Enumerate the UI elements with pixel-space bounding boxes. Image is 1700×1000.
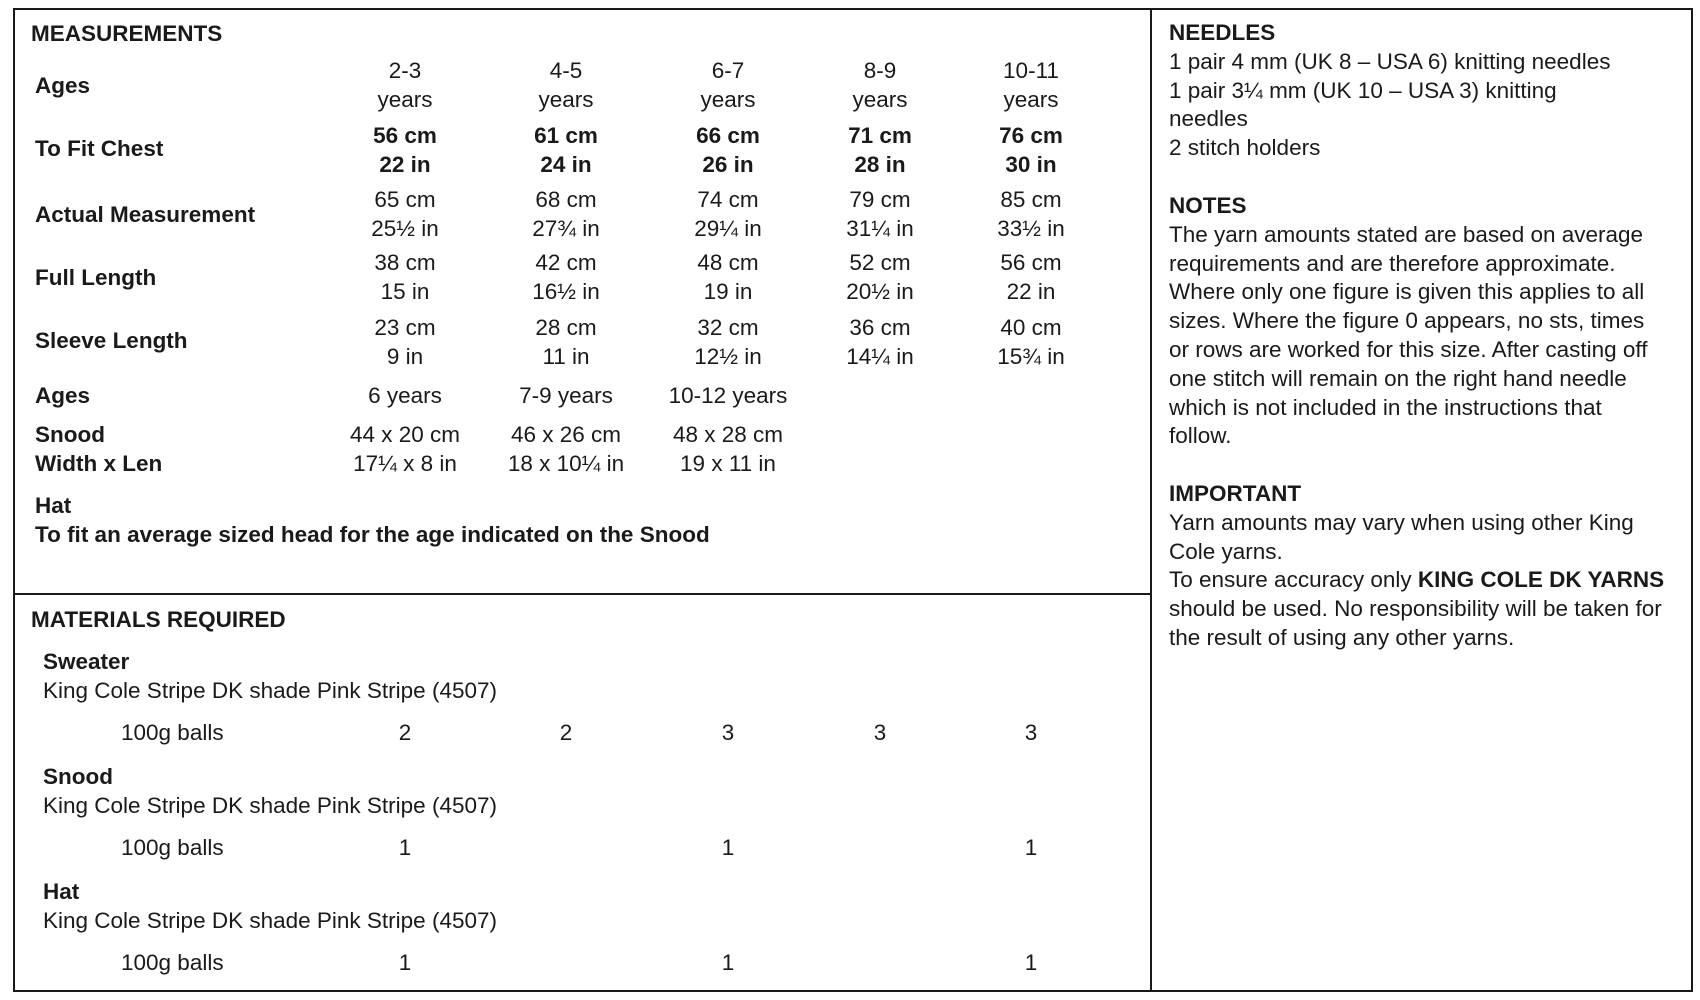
hat-label: Hat [35,493,72,518]
chest-value: 24 in [540,152,592,177]
actual-value: 79 cm [849,187,911,212]
age-value: 2-3 [388,58,422,83]
snood-ball-count: 1 [1024,835,1038,860]
important-section [1169,480,1679,653]
full-length-value: 15 in [380,279,430,304]
actual-value: 27¾ in [532,216,600,241]
chest-value: 30 in [1005,152,1057,177]
snood-age-value: 6 years [368,383,442,408]
sleeve-length-value: 28 cm [535,315,597,340]
hat-yarn: King Cole Stripe DK shade Pink Stripe (4507) [43,908,497,933]
sweater-ball-count: 3 [1024,720,1038,745]
sleeve-length-value: 15¾ in [997,344,1065,369]
column-divider [1150,8,1152,992]
snood-size-value: 48 x 28 cm [672,422,784,447]
snood-size-value: 18 x 10¼ in [507,451,625,476]
notes-section [1169,192,1679,451]
snood-yarn: King Cole Stripe DK shade Pink Stripe (4507) [43,793,497,818]
needles-line: 1 pair 4 mm (UK 8 – USA 6) knitting needles [1169,48,1611,74]
needles-heading: NEEDLES [1169,20,1276,45]
section-divider [13,593,1152,595]
age-value: years [700,87,756,112]
hat-fit-text: To fit an average sized head for the age indicated on the Snood [35,522,710,547]
snood-age-value: 10-12 years [668,383,788,408]
needles-section [1169,19,1679,163]
important-text-2-pre: To ensure accuracy only [1169,567,1418,593]
sleeve-length-value: 23 cm [374,315,436,340]
chest-label: To Fit Chest [35,136,164,161]
actual-value: 65 cm [374,187,436,212]
full-length-value: 38 cm [374,250,436,275]
full-length-value: 16½ in [532,279,600,304]
age-value: years [1003,87,1059,112]
hat-ball-count: 1 [1024,950,1038,975]
important-text-2-post: should be used. No responsibility will be taken for the result of using any other yarns. [1169,596,1662,650]
notes-text: The yarn amounts stated are based on average requirements and are therefore approximate. Where only one figure is given this applies to all sizes. Where the figure 0 appears, no sts, times or rows are worked for this size. After casting off one stitch will remain on the right hand needle which is not included in the instructions that follow. [1169,221,1648,449]
full-length-value: 42 cm [535,250,597,275]
sleeve-length-value: 14¼ in [846,344,914,369]
hat-unit: 100g balls [121,950,224,975]
chest-value: 56 cm [373,123,437,148]
sweater-ball-count: 3 [873,720,887,745]
ages-label: Ages [35,73,91,98]
full-length-value: 48 cm [697,250,759,275]
sleeve-length-value: 11 in [542,344,590,369]
measurements-heading: MEASUREMENTS [31,21,223,46]
full-length-value: 56 cm [1000,250,1062,275]
age-value: years [852,87,908,112]
sweater-ball-count: 2 [398,720,412,745]
snood-title: Snood [43,764,113,789]
chest-value: 76 cm [999,123,1063,148]
snood-size-value: 46 x 26 cm [510,422,622,447]
actual-value: 68 cm [535,187,597,212]
full-length-value: 20½ in [846,279,914,304]
age-value: years [377,87,433,112]
chest-value: 66 cm [696,123,760,148]
age-value: years [538,87,594,112]
full-length-value: 22 in [1006,279,1056,304]
snood-size-value: 17¼ x 8 in [353,451,457,476]
full-length-value: 19 in [703,279,753,304]
snood-ages-label: Ages [35,383,91,408]
needles-line: 1 pair 3¼ mm (UK 10 – USA 3) knitting needles [1169,77,1557,132]
hat-ball-count: 1 [721,950,735,975]
actual-value: 29¼ in [694,216,762,241]
important-text-1: Yarn amounts may vary when using other King Cole yarns. [1169,509,1634,564]
important-text-2 [1169,566,1674,652]
chest-value: 28 in [854,152,906,177]
actual-value: 25½ in [371,216,439,241]
actual-measurement-label: Actual Measurement [35,202,256,227]
full-length-label: Full Length [35,265,157,290]
actual-value: 31¼ in [846,216,914,241]
snood-ball-count: 1 [721,835,735,860]
actual-value: 33½ in [997,216,1065,241]
age-value: 4-5 [549,58,583,83]
sleeve-length-value: 9 in [386,344,424,369]
sleeve-length-label: Sleeve Length [35,328,188,353]
chest-value: 71 cm [848,123,912,148]
important-brand: KING COLE DK YARNS [1417,567,1665,593]
snood-unit: 100g balls [121,835,224,860]
sleeve-length-value: 36 cm [849,315,911,340]
sleeve-length-value: 40 cm [1000,315,1062,340]
snood-age-value: 7-9 years [519,383,613,408]
important-heading: IMPORTANT [1169,481,1302,506]
chest-value: 26 in [702,152,754,177]
sweater-title: Sweater [43,649,130,674]
chest-value: 61 cm [534,123,598,148]
age-value: 8-9 [863,58,897,83]
snood-dimension-label: Width x Len [35,451,163,476]
snood-label: Snood [35,422,105,447]
snood-size-value: 44 x 20 cm [349,422,461,447]
needles-line: 2 stitch holders [1169,135,1321,161]
age-value: 6-7 [711,58,745,83]
age-value: 10-11 [1003,58,1059,83]
snood-ball-count: 1 [398,835,412,860]
materials-heading: MATERIALS REQUIRED [31,607,286,632]
chest-value: 22 in [379,152,431,177]
actual-value: 85 cm [1000,187,1062,212]
hat-title: Hat [43,879,80,904]
sleeve-length-value: 12½ in [694,344,762,369]
notes-heading: NOTES [1169,193,1247,218]
sleeve-length-value: 32 cm [697,315,759,340]
actual-value: 74 cm [697,187,759,212]
hat-ball-count: 1 [398,950,412,975]
sweater-unit: 100g balls [121,720,224,745]
snood-size-value: 19 x 11 in [680,451,776,476]
sweater-yarn: King Cole Stripe DK shade Pink Stripe (4507) [43,678,497,703]
full-length-value: 52 cm [849,250,911,275]
sweater-ball-count: 3 [721,720,735,745]
sweater-ball-count: 2 [559,720,573,745]
